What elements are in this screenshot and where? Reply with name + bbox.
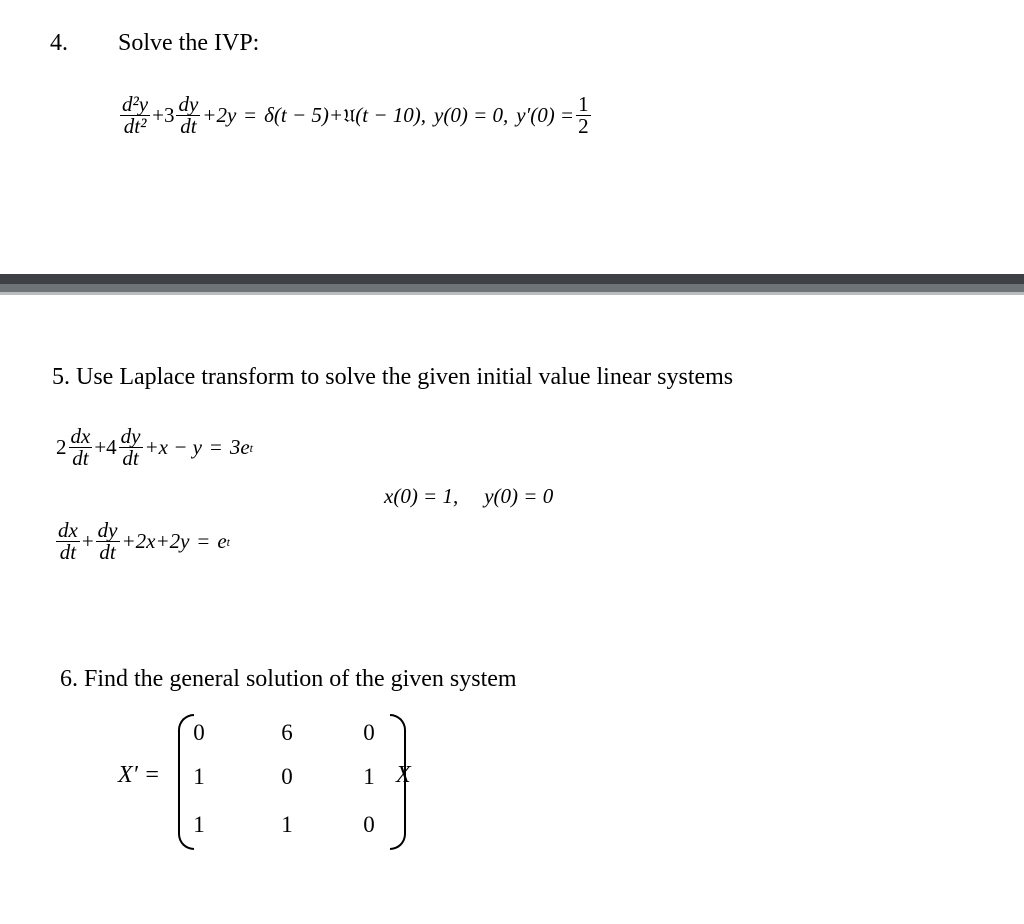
matrix-lhs: X′ =: [118, 762, 161, 788]
matrix-cell: 1: [193, 812, 205, 837]
problem-4-heading: Solve the IVP:: [118, 30, 260, 56]
matrix-cell: 0: [281, 764, 293, 789]
problem-5-equation-1: 2 $\frac{dx}{dt}$ +4 $\frac{dy}{dt}$ +x − y = 3e t: [56, 424, 253, 470]
matrix-cell: 0: [193, 720, 205, 745]
coefficient-matrix: [178, 714, 402, 854]
problem-4-number: 4.: [50, 30, 68, 56]
problem-4-equation: $\frac{\text{d²y}}{\text{dt²}}$ +3 $\frac{dy}{dt}$ +2y = δ(t − 5)+ 𝔘 (t − 10), y(0) = 0, y′(0) = $\frac{1}{2}$: [122, 92, 589, 138]
matrix-cell: 0: [363, 720, 375, 745]
section-divider: [0, 274, 1024, 284]
matrix-cell: 1: [281, 812, 293, 837]
matrix-cell: 6: [281, 720, 293, 745]
problem-6-heading: 6. Find the general solution of the given system: [60, 666, 517, 692]
matrix-cell: 1: [363, 764, 375, 789]
half-fraction: $\frac{1}{2}$: [578, 92, 589, 138]
first-derivative-fraction: $\frac{dy}{dt}$: [178, 92, 199, 138]
matrix-rhs-vector: X: [396, 762, 411, 788]
unit-step-symbol: 𝔘: [343, 104, 356, 127]
problem-5-initial-conditions: x(0) = 1, y(0) = 0: [384, 484, 554, 508]
problem-5-heading: 5. Use Laplace transform to solve the given initial value linear systems: [52, 364, 734, 390]
matrix-cell: 1: [193, 764, 205, 789]
problem-5-equation-2: $\frac{dx}{dt}$ + $\frac{dy}{dt}$ +2x+2y = e t: [58, 518, 230, 564]
second-derivative-fraction: $\frac{\text{d²y}}{\text{dt²}}$: [122, 92, 149, 138]
matrix-cell: 0: [363, 812, 375, 837]
